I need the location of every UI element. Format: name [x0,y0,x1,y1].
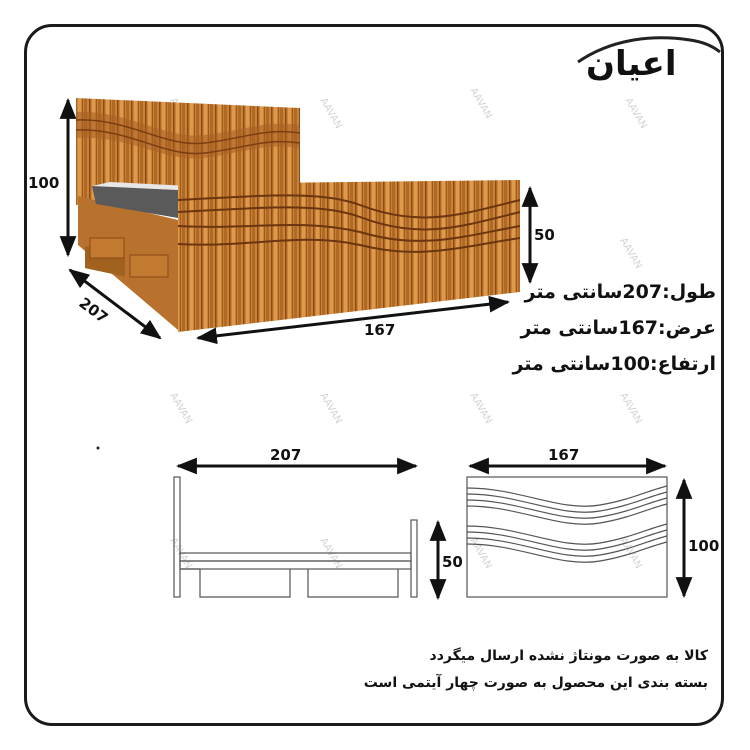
drawer [130,255,168,277]
spec-length: طول:207سانتی متر [524,281,716,303]
footboard-dim-label: 50 [534,226,555,244]
head-width-label: 167 [548,446,580,464]
spec-height: ارتفاع:100سانتی متر [512,353,716,375]
drawer [90,238,124,258]
height-dim-label: 100 [28,174,60,192]
watermark-latin: AAVAN [617,236,644,271]
watermark-latin: AAVAN [167,536,194,571]
note-unassembled: کالا به صورت مونتاژ نشده ارسال میگردد [429,648,708,664]
watermark-latin: AAVAN [622,96,649,131]
side-view-drawing [174,477,417,597]
headboard-front-drawing [467,477,667,597]
watermark-latin: AAVAN [317,96,344,131]
footboard [178,180,520,332]
note-packaging: بسته بندی این محصول به صورت چهار آیتمی است [363,675,708,691]
brand-logo: اعیان [586,44,677,84]
width-dim-label: 167 [364,321,396,339]
watermark-latin: AAVAN [167,391,194,426]
head-height-label: 100 [688,537,720,555]
watermark-latin: AAVAN [617,391,644,426]
watermark-latin: AAVAN [467,86,494,121]
spec-width: عرض:167سانتی متر [520,317,716,339]
side-length-label: 207 [270,446,302,464]
bed-3d-render [76,98,520,332]
side-height-label: 50 [442,553,463,571]
watermark-latin: AAVAN [317,536,344,571]
length-dim-label: 207 [75,293,112,328]
watermark-latin: AAVAN [317,391,344,426]
watermark-latin: AAVAN [467,391,494,426]
watermark-latin: AAVAN [467,536,494,571]
watermark-latin: AAVAN [617,536,644,571]
